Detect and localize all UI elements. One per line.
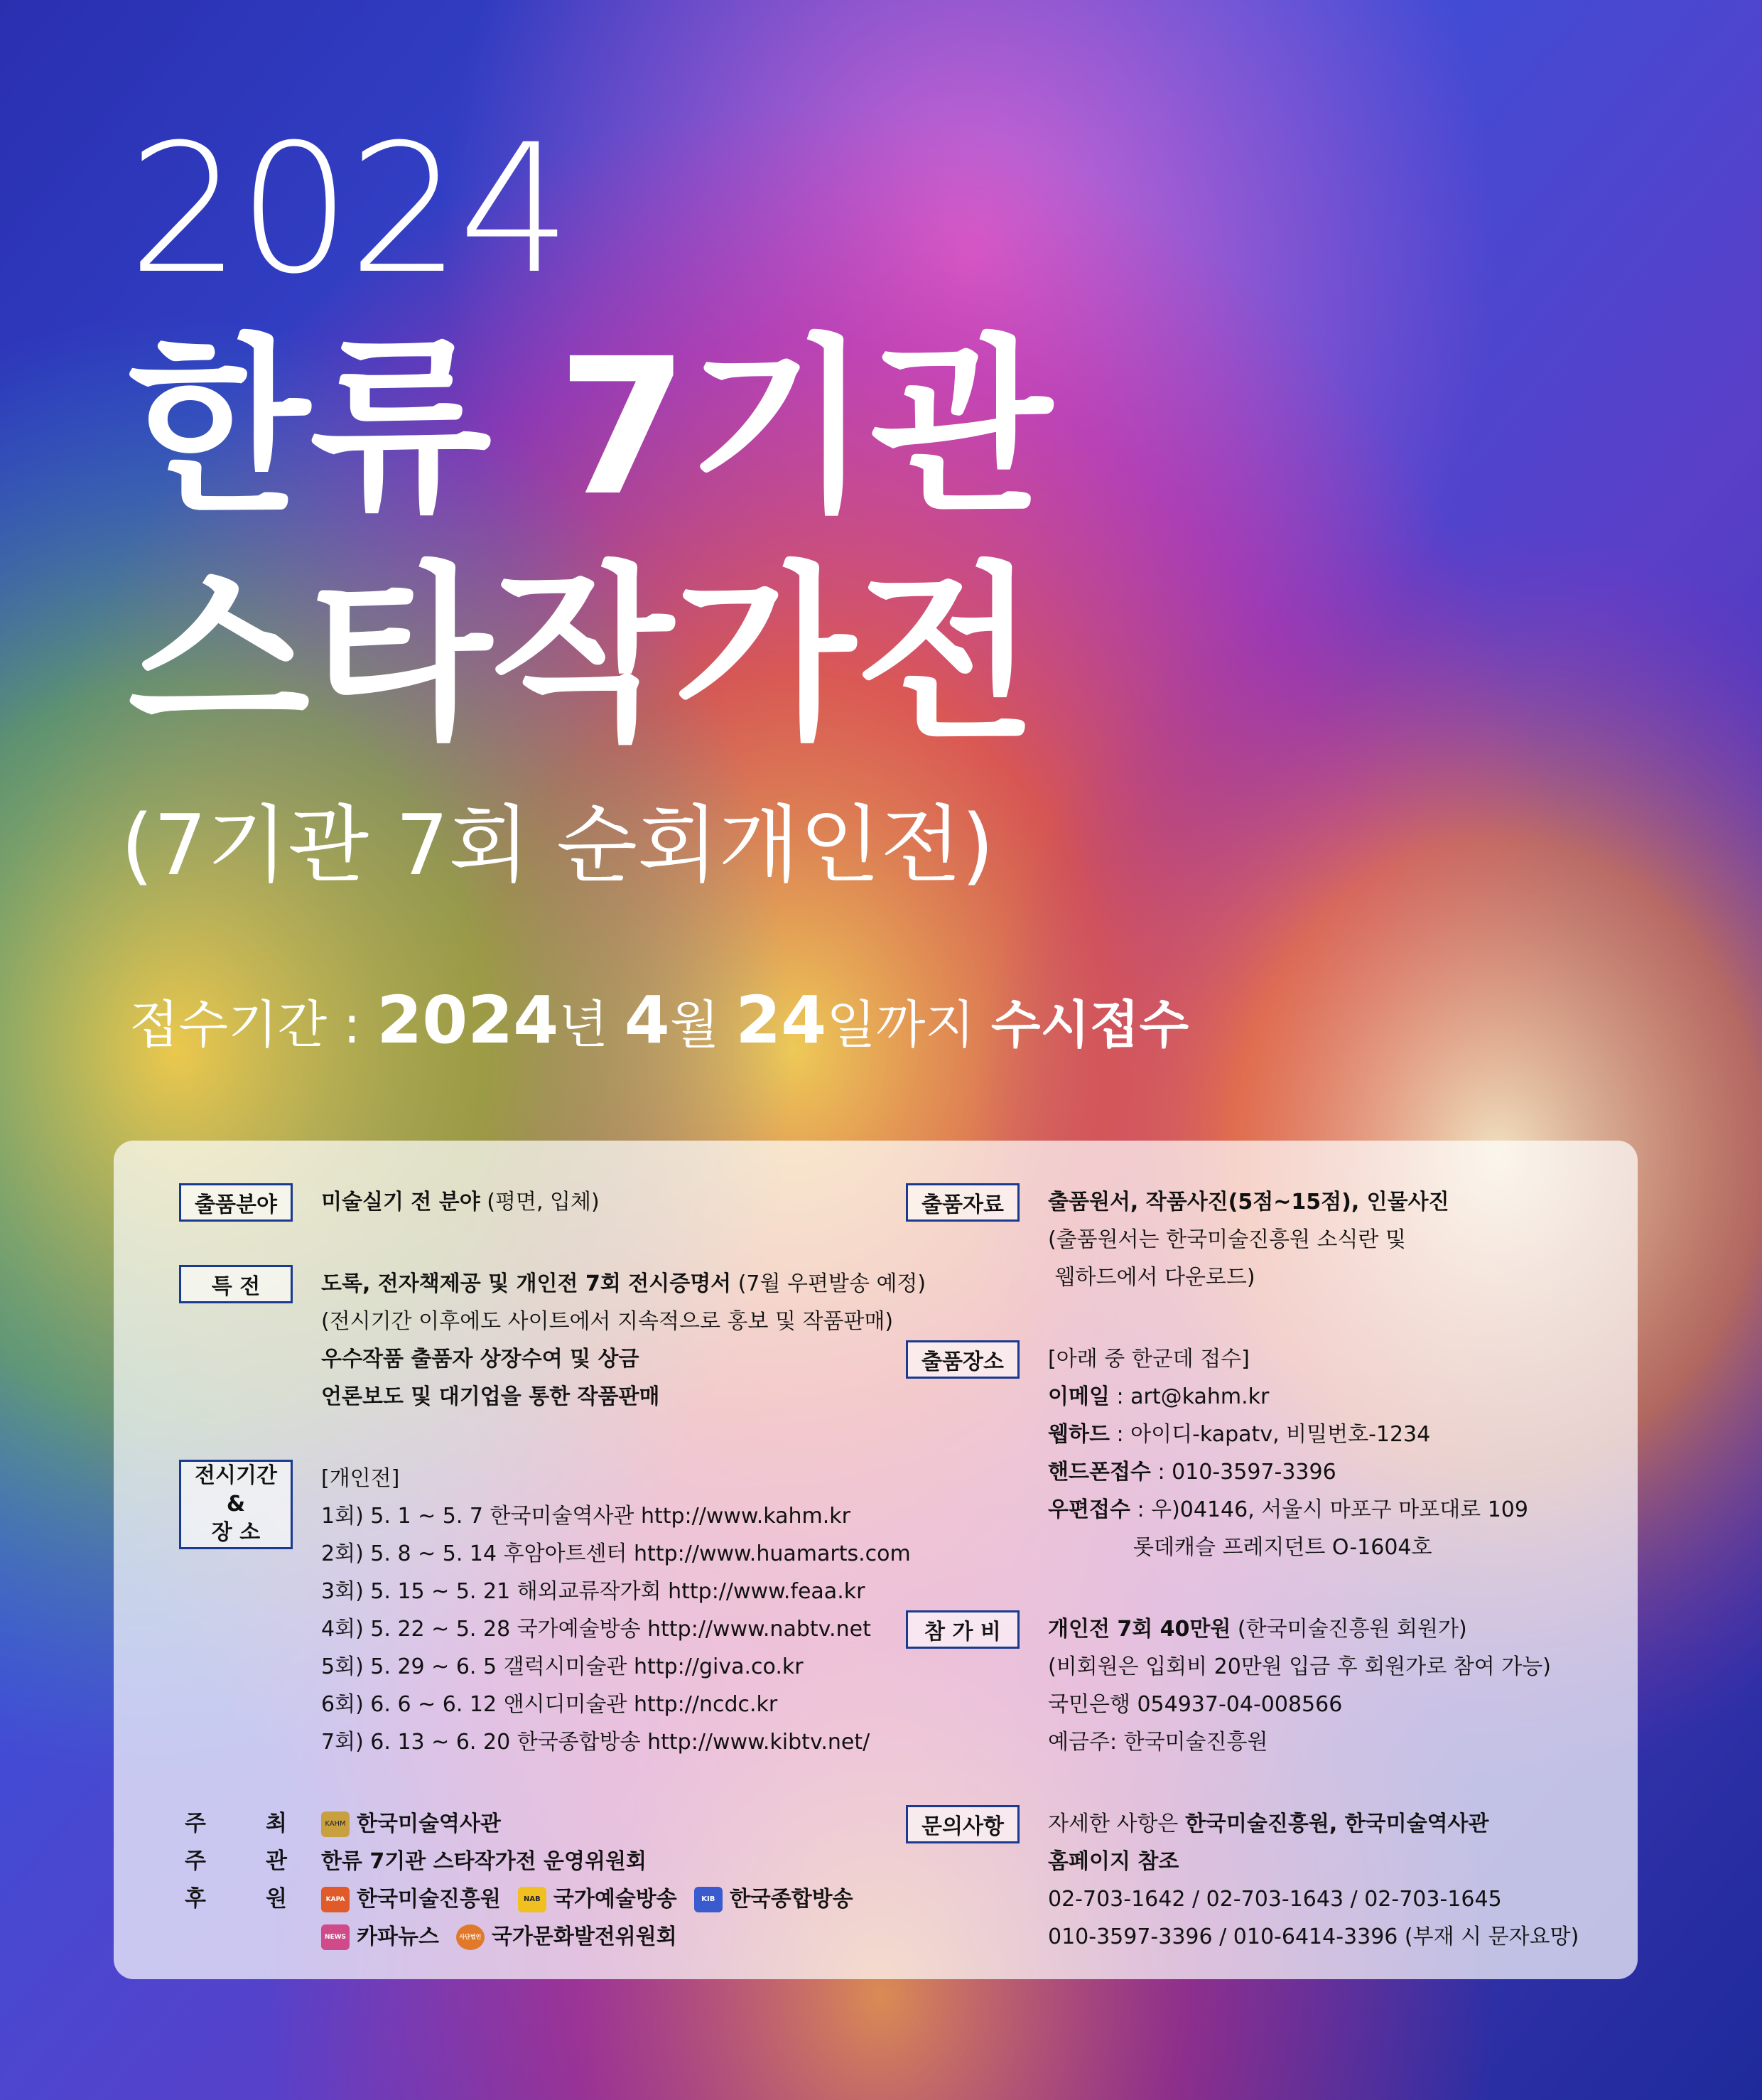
kahm-logo-icon: KAHM [321,1811,350,1837]
year-heading: 2024 [128,106,569,313]
sponsor-name: 한국종합방송 [729,1887,853,1912]
period-year: 2024 [377,982,559,1058]
materials-line: 웹하드에서 다운로드) [1048,1265,1255,1290]
inquiry-phone: 010-3597-3396 / 010-6414-3396 (부재 시 문자요망) [1048,1924,1579,1949]
inquiry-text: 자세한 사항은 [1048,1811,1185,1836]
place-key: 우편접수 [1048,1497,1130,1522]
benefit-line [321,1265,926,1303]
sponsor-label-a: 후 [185,1886,206,1912]
org-label-a: 주 [185,1848,206,1874]
period-label: 접수기간 : [129,995,377,1055]
host-label-a: 주 [185,1811,206,1836]
schedule-label-line: 전시기간 [195,1463,277,1488]
sponsor-name: 국가예술방송 [553,1887,677,1912]
schedule-row: 7회) 6. 13 ~ 6. 20 한국종합방송 http://www.kibtv.net/ [321,1730,870,1755]
category-section [179,1183,890,1221]
materials-line: 출품원서, 작품사진(5점~15점), 인물사진 [1048,1190,1449,1215]
fee-line: 국민은행 054937-04-008566 [1048,1692,1343,1717]
organizer-name: 한류 7기관 스타작가전 운영위원회 [321,1849,647,1874]
category-text: (평면, 입체) [480,1190,600,1215]
schedule-label-line: & [226,1492,246,1517]
schedule-label-line: 장 소 [211,1520,261,1545]
inquiry-bold: 한국미술진흥원, 한국미술역사관 [1184,1811,1489,1836]
period-wol: 월 [669,995,736,1055]
place-section [906,1340,1616,1566]
kapa-news-logo-icon: NEWS [321,1924,350,1950]
schedule-row: 6회) 6. 6 ~ 6. 12 앤시디미술관 http://ncdc.kr [321,1692,778,1717]
fee-line: (비회원은 입회비 20만원 입금 후 회원가로 참여 가능) [1048,1654,1551,1679]
place-key: 이메일 [1048,1384,1110,1409]
benefit-bold: 언론보도 및 대기업을 통한 작품판매 [321,1384,660,1409]
period-end: 수시접수 [990,995,1189,1055]
benefits-section [179,1265,926,1416]
benefit-line [321,1378,890,1416]
schedule-section [179,1460,911,1761]
benefits-label: 특 전 [179,1265,293,1303]
schedule-row: 5회) 5. 29 ~ 6. 5 갤럭시미술관 http://giva.co.kr [321,1654,804,1679]
inquiry-phone: 02-703-1642 / 02-703-1643 / 02-703-1645 [1048,1887,1502,1912]
place-address-line2: 롯데캐슬 프레지던트 O-1604호 [1133,1535,1432,1560]
org-label-b: 관 [266,1848,287,1874]
info-panel [114,1141,1638,1979]
category-text-bold: 미술실기 전 분야 [321,1190,480,1215]
place-value: : 010-3597-3396 [1150,1460,1336,1485]
benefit-text: (7월 우편발송 예정) [731,1271,926,1296]
benefit-text: (전시기간 이후에도 사이트에서 지속적으로 홍보 및 작품판매) [321,1309,894,1334]
period-rest: 일까지 [826,995,991,1055]
organizer-label [179,1843,293,1875]
place-value: : 아이디-kapatv, 비밀번호-1234 [1109,1422,1431,1447]
benefit-line [321,1303,894,1340]
submission-period [129,982,1189,1058]
schedule-row: 2회) 5. 8 ~ 5. 14 후암아트센터 http://www.huamarts.com [321,1541,911,1566]
inquiry-line: 홈페이지 참조 [1048,1849,1179,1874]
period-month: 4 [624,982,670,1058]
category-label: 출품분야 [179,1183,293,1222]
inquiry-label: 문의사항 [906,1805,1020,1843]
materials-label: 출품자료 [906,1183,1020,1222]
sponsor-name: 한국미술진흥원 [357,1887,501,1912]
title-line-2: 스타작가전 [128,546,1037,765]
schedule-row: 3회) 5. 15 ~ 5. 21 해외교류작가회 http://www.feaa.kr [321,1579,865,1604]
place-label: 출품장소 [906,1340,1020,1379]
schedule-row: 4회) 5. 22 ~ 5. 28 국가예술방송 http://www.nabtv.net [321,1617,871,1642]
benefit-bold: 도록, 전자책제공 및 개인전 7회 전시증명서 [321,1271,732,1296]
sponsor-name: 국가문화발전위원회 [491,1924,677,1949]
sponsor-label [179,1880,293,1912]
benefit-bold: 우수작품 출품자 상장수여 및 상금 [321,1347,639,1372]
culture-committee-logo-icon: 사단법인 [456,1924,485,1950]
fee-line [1048,1610,1616,1648]
fee-bold: 개인전 7회 40만원 [1048,1617,1231,1642]
fee-line: 예금주: 한국미술진흥원 [1048,1730,1268,1755]
inquiry-line [1048,1805,1616,1843]
fee-label: 참 가 비 [906,1610,1020,1649]
place-item [1048,1491,1616,1529]
place-key: 핸드폰접수 [1048,1460,1151,1485]
place-key: 웹하드 [1048,1422,1110,1447]
inquiry-section [906,1805,1616,1956]
materials-section [906,1183,1616,1296]
kapa-logo-icon: KAPA [321,1887,350,1912]
place-heading: [아래 중 한군데 접수] [1048,1347,1250,1372]
benefit-line [321,1340,890,1378]
title-line-1: 한류 7기관 [128,318,1052,537]
place-value: : art@kahm.kr [1109,1384,1270,1409]
fee-section [906,1610,1616,1761]
sponsor-label-b: 원 [266,1886,287,1912]
period-day: 24 [735,982,827,1058]
place-item [1048,1416,1616,1453]
period-nyeon: 년 [558,995,625,1055]
place-item [1048,1378,1616,1416]
organizers-section [179,1805,890,1956]
subtitle: (7기관 7회 순회개인전) [121,796,995,894]
info-left-column [179,1183,926,1956]
host-name: 한국미술역사관 [357,1811,501,1836]
host-label [179,1805,293,1837]
fee-text: (한국미술진흥원 회원가) [1231,1617,1467,1642]
materials-line: (출품원서는 한국미술진흥원 소식란 및 [1048,1227,1406,1252]
kib-logo-icon: KIB [694,1887,723,1912]
place-item [1048,1453,1616,1491]
sponsor-name: 카파뉴스 [357,1924,439,1949]
schedule-row: 1회) 5. 1 ~ 5. 7 한국미술역사관 http://www.kahm.kr [321,1504,850,1529]
place-value: : 우)04146, 서울시 마포구 마포대로 109 [1130,1497,1528,1522]
schedule-label [179,1460,293,1549]
nab-logo-icon: NAB [518,1887,546,1912]
schedule-heading: [개인전] [321,1466,400,1491]
info-right-column [906,1183,1616,1956]
host-label-b: 최 [266,1811,287,1836]
